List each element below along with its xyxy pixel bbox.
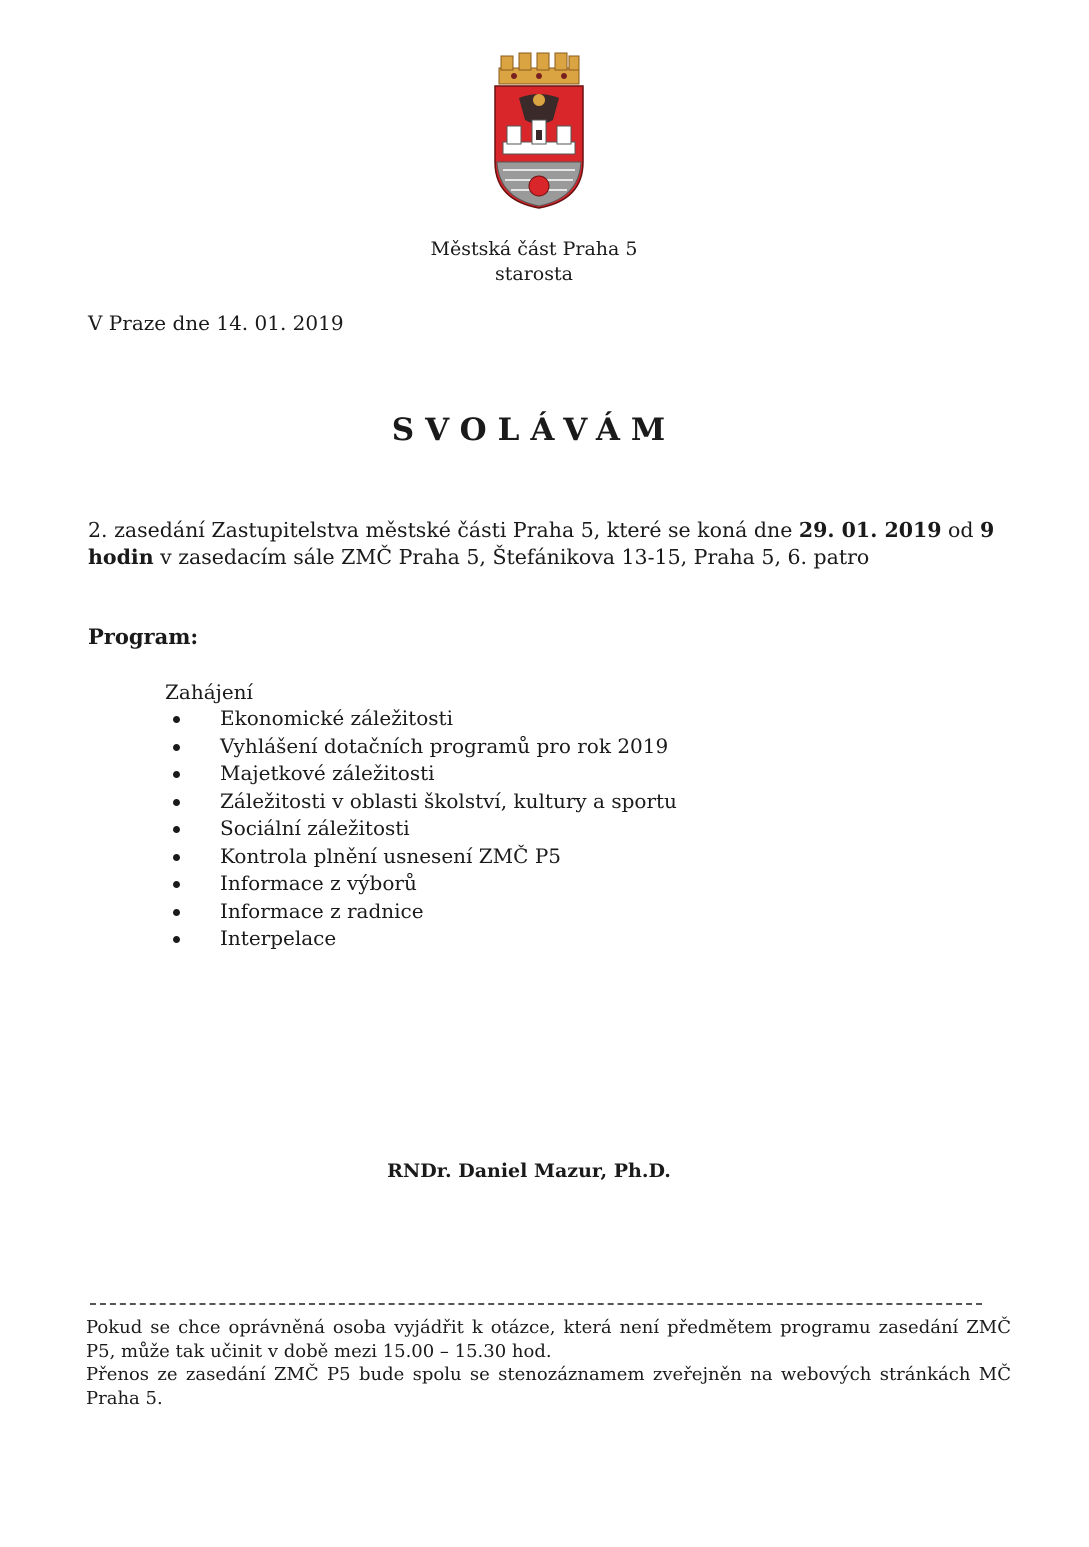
intro-text-2: od <box>941 518 981 542</box>
agenda-item-label: Informace z radnice <box>220 898 424 923</box>
program-opening: Zahájení <box>165 680 253 704</box>
bullet-icon <box>173 826 180 833</box>
bullet-icon <box>173 881 180 888</box>
agenda-item-label: Kontrola plnění usnesení ZMČ P5 <box>220 843 562 868</box>
agenda-item-label: Majetkové záležitosti <box>220 761 435 785</box>
footnote-broadcast: Přenos ze zasedání ZMČ P5 bude spolu se stenozáznamem zveřejněn na webových stránkách MČ Praha 5. <box>86 1364 1011 1409</box>
date-line: V Praze dne 14. 01. 2019 <box>88 311 344 335</box>
agenda-list <box>165 705 677 953</box>
meeting-announcement <box>88 517 1008 571</box>
document-title: SVOLÁVÁM <box>391 412 677 448</box>
meeting-date: 29. 01. 2019 <box>798 518 942 542</box>
agenda-item-label: Sociální záležitosti <box>220 816 410 840</box>
intro-text-3: v zasedacím sále ZMČ Praha 5, Štefánikova 13-15, Praha 5, 6. patro <box>153 545 870 569</box>
program-heading: Program: <box>88 624 199 649</box>
office-role: starosta <box>495 263 573 285</box>
agenda-item-label: Vyhlášení dotačních programů pro rok 2019 <box>220 733 669 758</box>
agenda-item <box>165 788 677 816</box>
agenda-item <box>165 925 677 953</box>
agenda-item <box>165 733 677 761</box>
agenda-item <box>165 815 677 843</box>
agenda-item-label: Interpelace <box>220 926 337 950</box>
bullet-icon <box>173 854 180 861</box>
agenda-item <box>165 705 677 733</box>
meeting-time: 9 hodin <box>88 518 995 569</box>
agenda-item <box>165 870 677 898</box>
bullet-icon <box>173 744 180 751</box>
agenda-item <box>165 843 677 871</box>
footnote-public-comment: Pokud se chce oprávněná osoba vyjádřit k otázce, která není předmětem programu zasedání ZMČ P5, může tak učinit v době mezi 15.00 – 15.30 hod. <box>86 1317 1011 1362</box>
agenda-item <box>165 760 677 788</box>
signatory-name: RNDr. Daniel Mazur, Ph.D. <box>387 1160 671 1182</box>
bullet-icon <box>173 716 180 723</box>
bullet-icon <box>173 936 180 943</box>
office-name: Městská část Praha 5 <box>430 238 638 260</box>
footnote <box>86 1316 1011 1410</box>
agenda-item-label: Záležitosti v oblasti školství, kultury a sportu <box>220 788 677 813</box>
coat-of-arms-emblem <box>489 50 589 210</box>
bullet-icon <box>173 799 180 806</box>
footnote-divider <box>90 1303 982 1305</box>
intro-text-1: 2. zasedání Zastupitelstva městské části Praha 5, které se koná dne <box>88 518 799 542</box>
bullet-icon <box>173 909 180 916</box>
bullet-icon <box>173 771 180 778</box>
agenda-item <box>165 898 677 926</box>
agenda-item-label: Ekonomické záležitosti <box>220 706 453 730</box>
agenda-item-label: Informace z výborů <box>220 871 417 895</box>
